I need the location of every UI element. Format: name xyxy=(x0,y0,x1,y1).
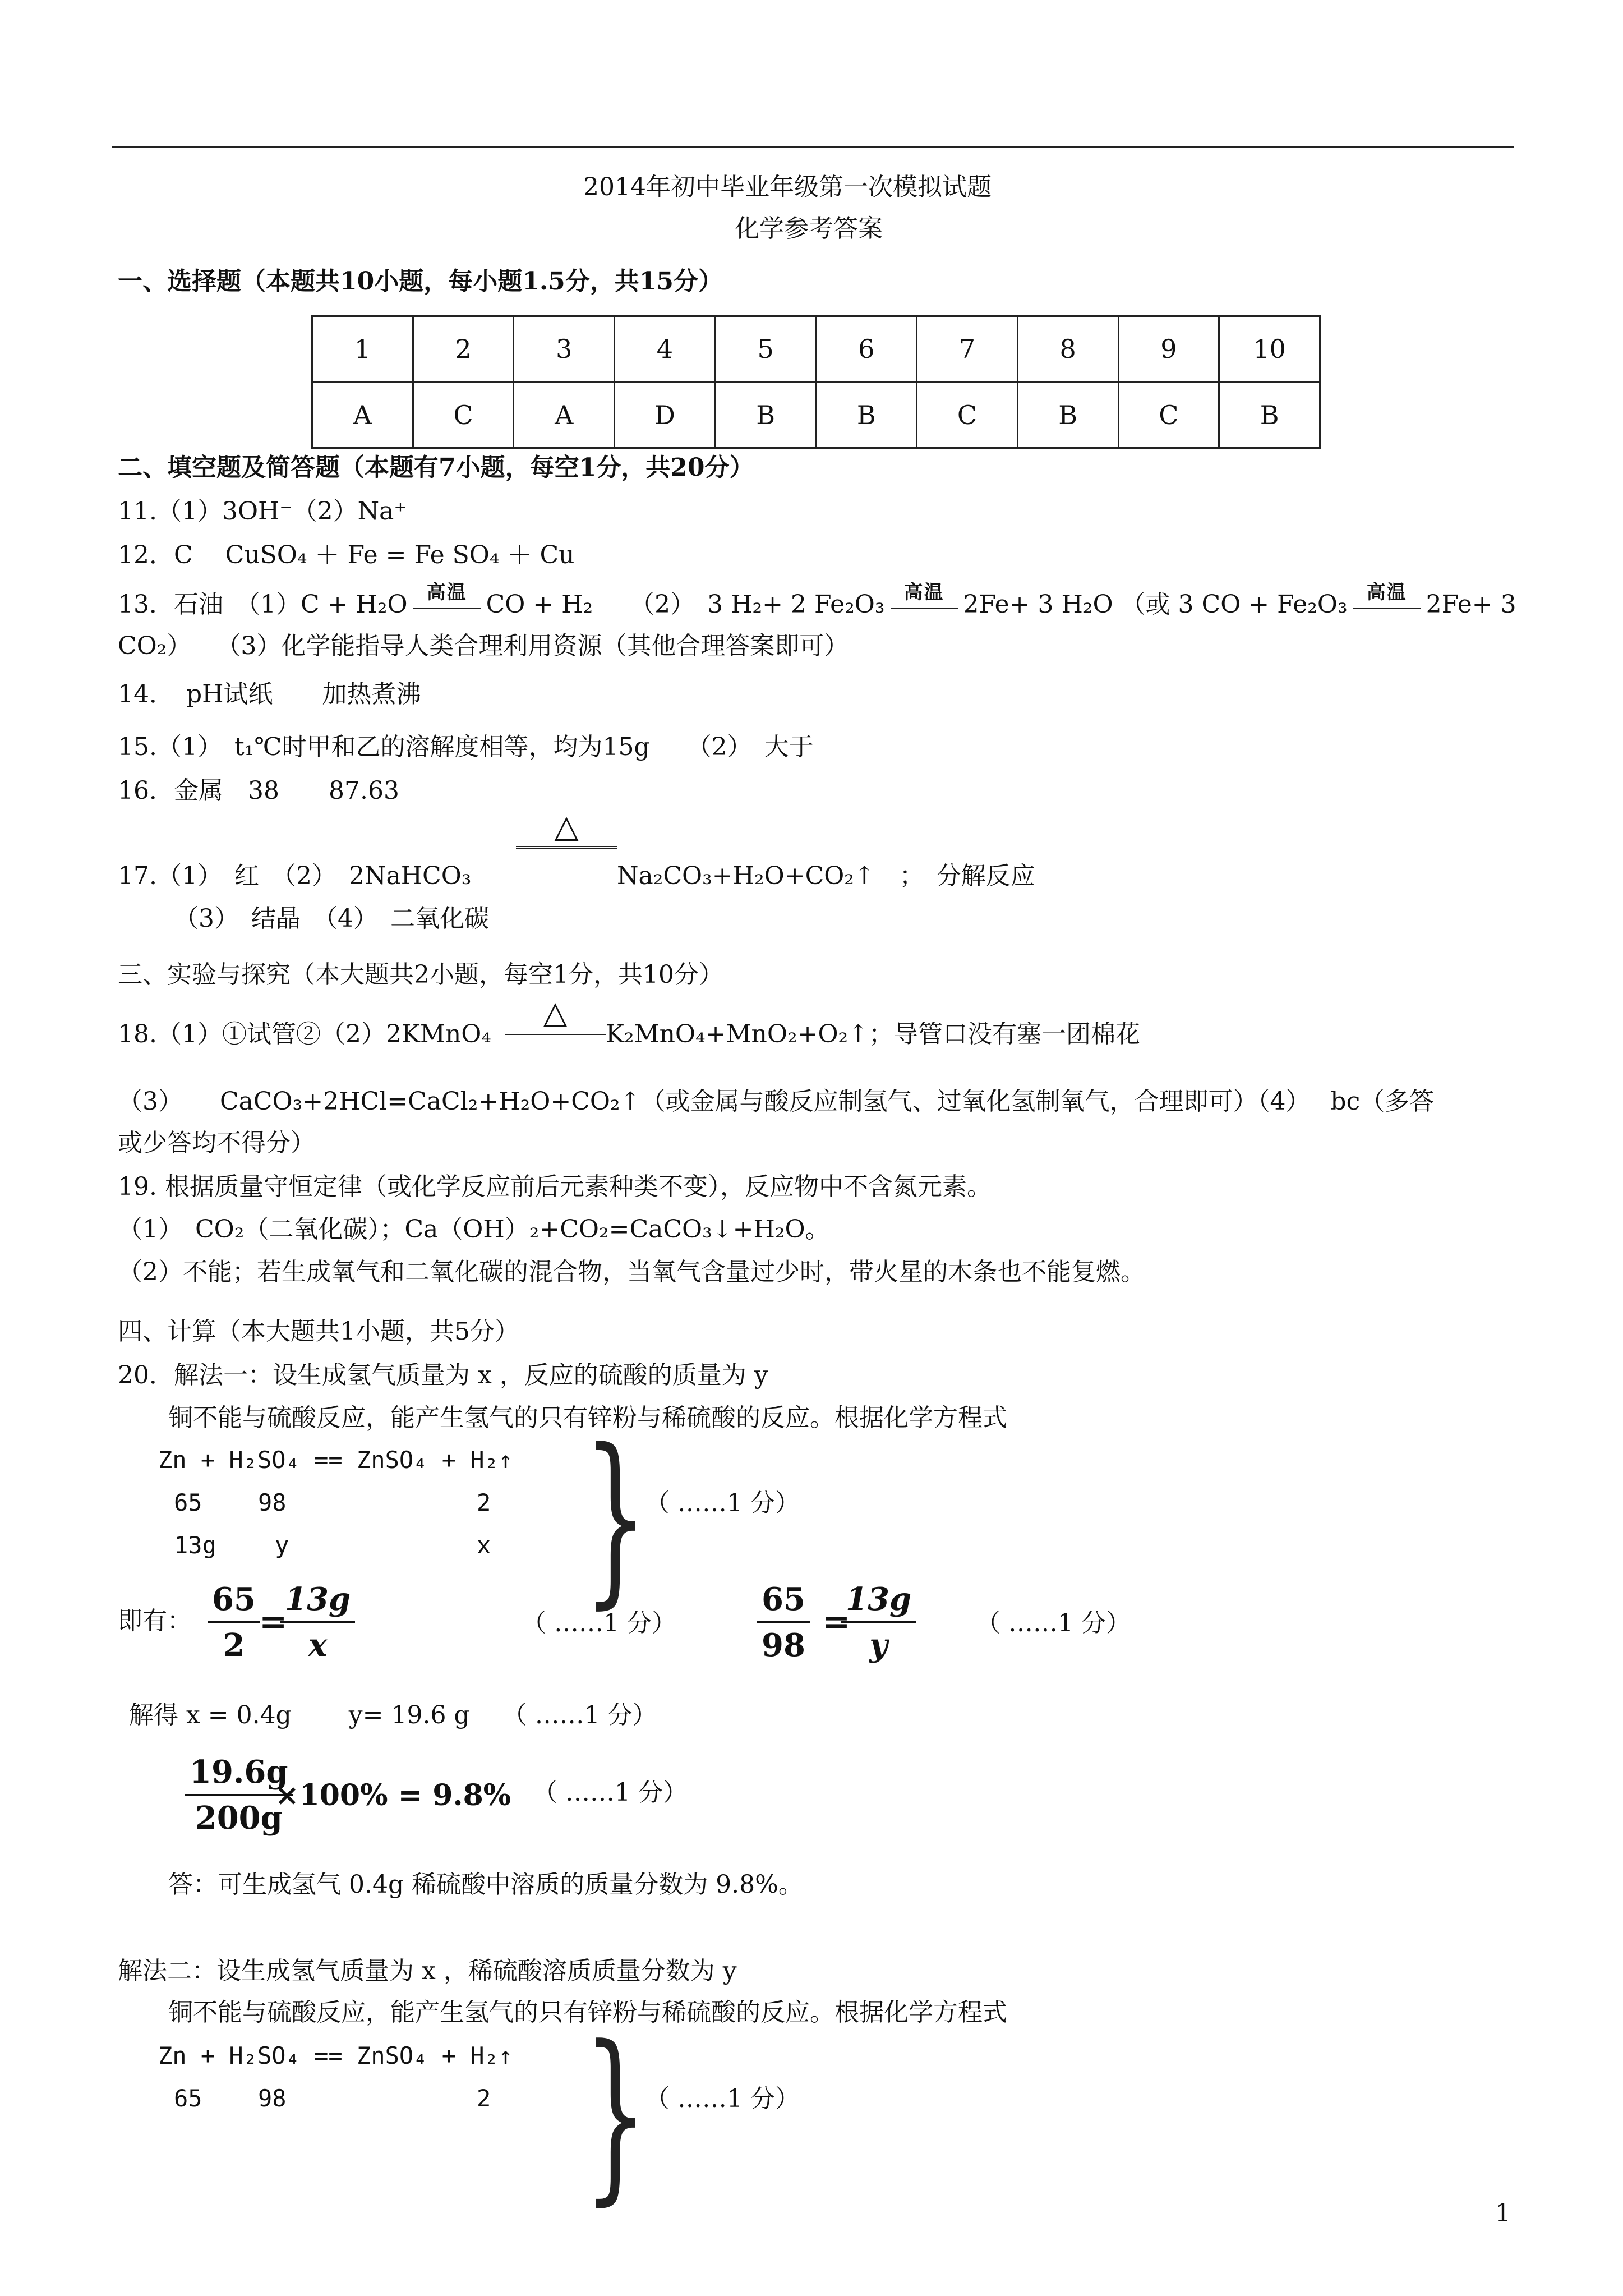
high-temp-condition xyxy=(891,581,958,613)
delta-icon: △ xyxy=(543,995,568,1031)
method2-score: （ ……1 分） xyxy=(645,2085,800,2113)
question-number-cell: 6 xyxy=(816,316,917,383)
equals-sign: = xyxy=(822,1602,851,1641)
section4-heading: 四、计算（本大题共1小题，共5分） xyxy=(118,1317,519,1346)
fraction-denominator: x xyxy=(308,1627,328,1664)
fraction-65-over-2 xyxy=(208,1581,260,1664)
fraction-denominator: y xyxy=(869,1627,888,1664)
question-19-part1: （1） CO₂（二氧化碳）；Ca（OH）₂+CO₂=CaCO₃↓+H₂O。 xyxy=(118,1215,830,1244)
question-15: 15.（1） t₁℃时甲和乙的溶解度相等，均为15g （2） 大于 xyxy=(118,733,814,761)
method2-title: 解法二：设生成氢气质量为 x ，稀硫酸溶质质量分数为 y xyxy=(118,1957,737,1985)
method2-equation: Zn + H₂SO₄ == ZnSO₄ + H₂↑ xyxy=(158,2042,513,2069)
answer-cell: A xyxy=(312,382,413,448)
question-number-cell: 1 xyxy=(312,316,413,383)
question-19-part2: （2）不能；若生成氧气和二氧化碳的混合物，当氧气含量过少时，带火星的木条也不能复燃。 xyxy=(118,1258,1145,1286)
high-temp-condition xyxy=(413,581,481,613)
question-17-line2: （3） 结晶 （4） 二氧化碳 xyxy=(174,904,489,933)
page-subtitle: 化学参考答案 xyxy=(735,214,883,243)
question-17-b: Na₂CO₃+H₂O+CO₂↑ ； 分解反应 xyxy=(617,862,1035,890)
high-temp-label: 高温 xyxy=(903,581,944,604)
answer-cell: A xyxy=(514,382,615,448)
fraction-numerator: 13g xyxy=(846,1581,912,1618)
section1-heading: 一、选择题（本题共10小题，每小题1.5分，共15分） xyxy=(118,267,723,296)
question-18-a: 18.（1）①试管②（2）2KMnO₄ xyxy=(118,1020,491,1048)
answer-table xyxy=(311,315,1321,449)
molar-h2: 2 xyxy=(477,1489,491,1516)
section2-heading: 二、填空题及简答题（本题有7小题，每空1分，共20分） xyxy=(118,453,754,482)
q13-part-d: 2Fe+ 3 xyxy=(1426,590,1516,619)
page-title: 2014年初中毕业年级第一次模拟试题 xyxy=(583,173,992,201)
question-11: 11.（1）3OH⁻（2）Na⁺ xyxy=(118,497,407,526)
fraction-65-over-98 xyxy=(757,1581,810,1664)
top-rule xyxy=(112,146,1514,148)
page-number: 1 xyxy=(1495,2199,1511,2228)
equals-sign: = xyxy=(259,1602,288,1641)
fraction-13g-over-y xyxy=(841,1581,916,1664)
delta-condition-q17 xyxy=(516,808,617,851)
delta-condition-q18 xyxy=(505,994,606,1037)
delta-icon: △ xyxy=(554,808,579,845)
question-number-cell: 2 xyxy=(413,316,514,383)
molar-h2so4: 98 xyxy=(258,1489,287,1516)
method1-title: 20．解法一：设生成氢气质量为 x ，反应的硫酸的质量为 y xyxy=(118,1361,768,1389)
jiyou-label: 即有： xyxy=(118,1607,192,1635)
unknown-x: x xyxy=(477,1531,491,1559)
high-temp-label: 高温 xyxy=(1366,581,1407,604)
answer-table-answers-row xyxy=(312,382,1320,448)
answer-cell: C xyxy=(1118,382,1219,448)
question-number-cell: 10 xyxy=(1219,316,1320,383)
question-13-line1 xyxy=(118,581,1516,620)
score-4: （ ……1 分） xyxy=(533,1778,688,1807)
answer-table-numbers-row xyxy=(312,316,1320,383)
q13-part-c: 2Fe+ 3 H₂O （或 3 CO + Fe₂O₃ xyxy=(963,590,1348,619)
question-18-line2: （3） CaCO₃+2HCl=CaCl₂+H₂O+CO₂↑（或金属与酸反应制氢气、过氧化氢制氧气，合理即可）（4） bc（多答 xyxy=(118,1087,1435,1116)
answer-cell: B xyxy=(816,382,917,448)
question-number-cell: 4 xyxy=(615,316,716,383)
percent-result: ×100% = 9.8% xyxy=(275,1778,511,1812)
question-13-line2: CO₂） （3）化学能指导人类合理利用资源（其他合理答案即可） xyxy=(118,632,849,660)
high-temp-condition xyxy=(1353,581,1421,613)
fraction-denominator: 98 xyxy=(762,1627,805,1664)
fraction-numerator: 65 xyxy=(757,1581,810,1623)
given-mass-zn: 13g xyxy=(174,1531,216,1559)
method1-intro: 铜不能与硫酸反应，能产生氢气的只有锌粉与稀硫酸的反应。根据化学方程式 xyxy=(168,1404,1007,1432)
method1-answer: 答：可生成氢气 0.4g 稀硫酸中溶质的质量分数为 9.8%。 xyxy=(168,1870,803,1899)
fraction-denominator: 200g xyxy=(195,1800,283,1837)
q13-part-b: CO + H₂ （2） 3 H₂+ 2 Fe₂O₃ xyxy=(486,590,885,619)
high-temp-label: 高温 xyxy=(426,581,467,604)
answer-cell: D xyxy=(615,382,716,448)
question-14: 14． pH试纸 加热煮沸 xyxy=(118,680,421,708)
question-number-cell: 3 xyxy=(514,316,615,383)
method2-intro: 铜不能与硫酸反应，能产生氢气的只有锌粉与稀硫酸的反应。根据化学方程式 xyxy=(168,1998,1007,2027)
section3-heading: 三、实验与探究（本大题共2小题，每空1分，共10分） xyxy=(118,960,723,989)
molar-h2so4: 98 xyxy=(258,2085,287,2112)
molar-h2: 2 xyxy=(477,2085,491,2112)
fraction-numerator: 19.6g xyxy=(185,1754,293,1796)
question-19: 19. 根据质量守恒定律（或化学反应前后元素种类不变），反应物中不含氮元素。 xyxy=(118,1172,992,1201)
question-18-b: K₂MnO₄+MnO₂+O₂↑；导管口没有塞一团棉花 xyxy=(606,1020,1141,1048)
right-brace-icon: } xyxy=(583,1410,648,1625)
question-12: 12．C CuSO₄ ＋ Fe = Fe SO₄ ＋ Cu xyxy=(118,541,575,569)
question-17-a: 17.（1） 红 （2） 2NaHCO₃ xyxy=(118,862,472,890)
right-brace-icon: } xyxy=(583,2007,648,2222)
method1-equation: Zn + H₂SO₄ == ZnSO₄ + H₂↑ xyxy=(158,1446,513,1474)
score-1: （ ……1 分） xyxy=(522,1609,676,1637)
molar-zn: 65 xyxy=(174,1489,202,1516)
fraction-denominator: 2 xyxy=(223,1627,245,1664)
unknown-y: y xyxy=(275,1531,289,1559)
answer-cell: C xyxy=(413,382,514,448)
fraction-numerator: 65 xyxy=(208,1581,260,1623)
question-18-line3: 或少答均不得分） xyxy=(118,1129,315,1157)
fraction-13g-over-x xyxy=(280,1581,355,1664)
q13-part-a: 13．石油 （1）C + H₂O xyxy=(118,590,408,619)
question-number-cell: 9 xyxy=(1118,316,1219,383)
molar-zn: 65 xyxy=(174,2085,202,2112)
question-16: 16．金属 38 87.63 xyxy=(118,776,399,805)
method1-score: （ ……1 分） xyxy=(645,1489,800,1517)
score-2: （ ……1 分） xyxy=(976,1609,1131,1637)
question-number-cell: 8 xyxy=(1017,316,1118,383)
fraction-numerator: 13g xyxy=(285,1581,351,1618)
answer-cell: B xyxy=(1219,382,1320,448)
answer-cell: B xyxy=(1017,382,1118,448)
answer-cell: B xyxy=(715,382,816,448)
question-number-cell: 5 xyxy=(715,316,816,383)
question-number-cell: 7 xyxy=(917,316,1018,383)
answer-cell: C xyxy=(917,382,1018,448)
method1-solve: 解得 x = 0.4g y= 19.6 g （ ……1 分） xyxy=(129,1701,657,1729)
